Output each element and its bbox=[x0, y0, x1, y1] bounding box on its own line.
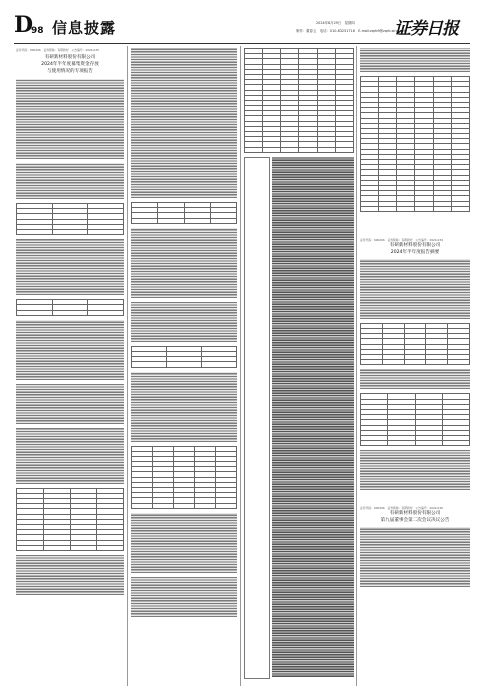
data-table bbox=[131, 202, 237, 224]
notice-title-line: 2024年半年度报告摘要 bbox=[390, 249, 440, 255]
body-text bbox=[16, 320, 124, 380]
notice-code-line: 证券代码：600206 证券简称：有研新材 公告编号：2024-036 bbox=[360, 506, 443, 511]
table-cell bbox=[184, 218, 210, 223]
notice-board-resolution bbox=[360, 506, 470, 587]
data-table bbox=[131, 446, 237, 509]
table-cell bbox=[202, 362, 237, 367]
table-cell bbox=[216, 503, 237, 508]
body-text bbox=[16, 555, 124, 595]
notice-title-line: 有研新材料股份有限公司 bbox=[389, 242, 441, 248]
table-cell bbox=[97, 545, 124, 550]
table-cell bbox=[52, 229, 88, 234]
table-cell bbox=[43, 545, 70, 550]
editor-contact: 制作：董春云 电话：010-83251716 E-mail:zqrb9@zqrb.sina.net bbox=[296, 29, 406, 33]
table-cell bbox=[281, 147, 299, 152]
table-cell bbox=[388, 441, 415, 446]
body-text bbox=[360, 450, 470, 490]
notice-title-line: 与使用情况的专项报告 bbox=[47, 69, 93, 74]
notice-title bbox=[16, 55, 124, 75]
table-cell bbox=[263, 147, 281, 152]
notice-summary bbox=[360, 238, 470, 490]
body-text bbox=[360, 259, 470, 319]
column-4 bbox=[360, 48, 470, 690]
body-text bbox=[360, 369, 470, 389]
body-text bbox=[131, 302, 237, 342]
table-cell bbox=[442, 441, 469, 446]
table-cell bbox=[52, 310, 88, 315]
table-cell bbox=[415, 206, 433, 211]
table-cell bbox=[70, 545, 97, 550]
table-cell bbox=[433, 206, 451, 211]
notice-title-line: 有研新材料股份有限公司 bbox=[44, 55, 96, 60]
data-table bbox=[16, 299, 124, 316]
section-letter: D bbox=[14, 12, 34, 38]
body-text bbox=[16, 239, 124, 295]
header-rule bbox=[14, 43, 470, 44]
body-text bbox=[131, 513, 237, 573]
body-text bbox=[16, 384, 124, 424]
table-cell bbox=[210, 218, 236, 223]
table-cell bbox=[361, 206, 379, 211]
section-name: 信息披露 bbox=[52, 19, 117, 37]
issue-date: 2024年8月29日 星期四 bbox=[316, 21, 355, 25]
data-table bbox=[360, 76, 470, 212]
data-table bbox=[16, 488, 124, 551]
body-text bbox=[16, 428, 124, 484]
table-cell bbox=[17, 545, 44, 550]
table-cell bbox=[397, 206, 415, 211]
column-divider bbox=[127, 46, 128, 686]
data-table bbox=[360, 393, 470, 446]
table-cell bbox=[132, 362, 167, 367]
body-text bbox=[16, 163, 124, 199]
body-text bbox=[131, 372, 237, 442]
masthead bbox=[0, 0, 484, 44]
table-cell bbox=[404, 360, 426, 365]
notice-title-line: 2024年半年度募集资金存放 bbox=[41, 62, 99, 67]
table-cell bbox=[88, 310, 124, 315]
newspaper-logo: 证券日报 bbox=[394, 19, 458, 39]
body-text bbox=[131, 577, 237, 617]
data-table bbox=[244, 48, 354, 153]
body-text bbox=[131, 48, 237, 198]
table-cell bbox=[448, 360, 470, 365]
table-cell bbox=[335, 147, 353, 152]
table-cell bbox=[88, 229, 124, 234]
table-cell bbox=[132, 503, 153, 508]
page-number: 98 bbox=[31, 26, 44, 36]
table-cell bbox=[382, 360, 404, 365]
table-cell bbox=[299, 147, 317, 152]
body-text bbox=[360, 48, 470, 72]
table-cell bbox=[451, 206, 469, 211]
table-cell bbox=[174, 503, 195, 508]
table-cell bbox=[195, 503, 216, 508]
table-cell bbox=[153, 503, 174, 508]
table-cell bbox=[167, 362, 202, 367]
column-1 bbox=[16, 48, 124, 690]
notice-code-line: 证券代码：600206 证券简称：有研新材 公告编号：2024-035 bbox=[16, 48, 99, 52]
column-divider bbox=[356, 46, 357, 686]
table-cell bbox=[132, 218, 158, 223]
dense-table-region bbox=[244, 157, 354, 679]
table-cell bbox=[361, 441, 388, 446]
table-cell bbox=[415, 441, 442, 446]
body-text bbox=[131, 228, 237, 298]
data-table bbox=[131, 346, 237, 368]
column-divider bbox=[240, 46, 241, 686]
data-table bbox=[16, 203, 124, 235]
table-cell bbox=[17, 229, 53, 234]
notice-title-line: 第九届董事会第二次会议决议公告 bbox=[380, 518, 450, 524]
notice-title-line: 有研新材料股份有限公司 bbox=[389, 511, 441, 517]
data-table bbox=[360, 323, 470, 366]
notice-code-line: 证券代码：600206 证券简称：有研新材 公告编号：2024-034 bbox=[360, 237, 443, 242]
table-cell bbox=[426, 360, 448, 365]
body-text bbox=[360, 527, 470, 587]
table-cell bbox=[317, 147, 335, 152]
column-2 bbox=[131, 48, 237, 690]
table-cell bbox=[379, 206, 397, 211]
body-text bbox=[16, 79, 124, 159]
table-cell bbox=[17, 310, 53, 315]
table-cell bbox=[361, 360, 383, 365]
column-3 bbox=[244, 48, 354, 690]
table-cell bbox=[245, 147, 263, 152]
table-cell bbox=[158, 218, 184, 223]
